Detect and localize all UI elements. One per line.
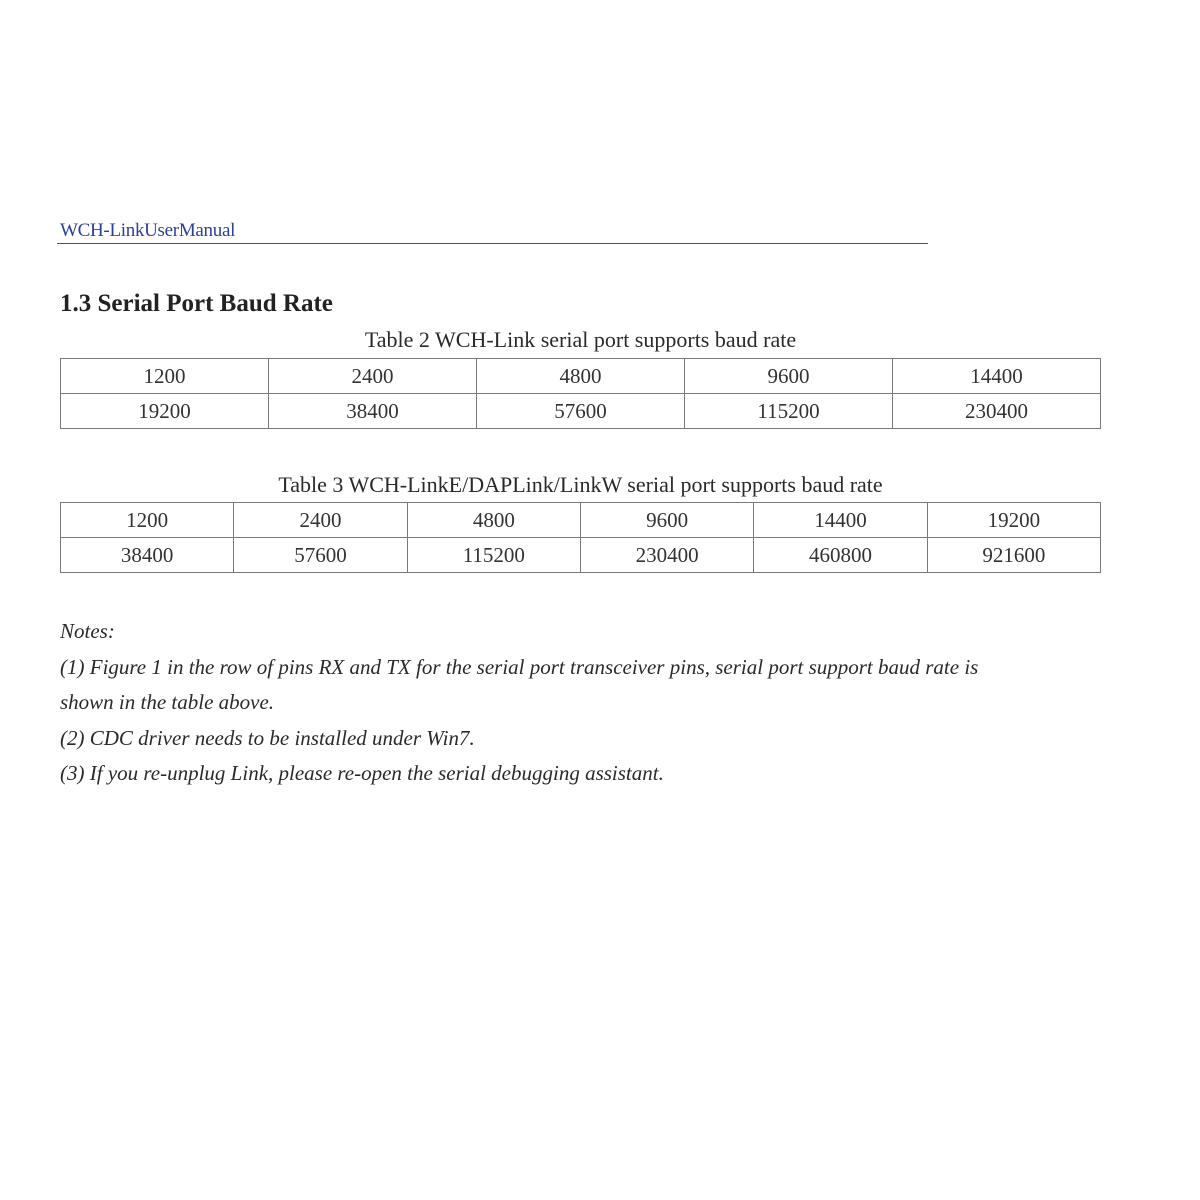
table-cell: 9600 [685, 359, 893, 394]
table-cell: 57600 [234, 538, 407, 573]
table-cell: 14400 [754, 503, 927, 538]
table-cell: 115200 [407, 538, 580, 573]
table-row [61, 359, 1101, 394]
table-cell: 1200 [61, 359, 269, 394]
table-row [61, 503, 1101, 538]
note-line: shown in the table above. [60, 690, 275, 714]
header-divider [57, 243, 928, 244]
table-cell: 2400 [234, 503, 407, 538]
baud-rate-table-2 [60, 358, 1101, 429]
notes-heading: Notes: [60, 619, 115, 643]
table-cell: 230400 [580, 538, 753, 573]
table-row [61, 538, 1101, 573]
table-row [61, 394, 1101, 429]
section-title: 1.3 Serial Port Baud Rate [60, 290, 333, 317]
baud-rate-table-3 [60, 502, 1101, 573]
note-line: (1) Figure 1 in the row of pins RX and TX for the serial port transceiver pins, serial port support baud rate is [60, 654, 979, 679]
table-cell: 57600 [477, 394, 685, 429]
table-cell: 19200 [61, 394, 269, 429]
table-cell: 4800 [477, 359, 685, 394]
table-cell: 460800 [754, 538, 927, 573]
table-cell: 115200 [685, 394, 893, 429]
table-2-caption: Table 2 WCH-Link serial port supports baud rate [364, 327, 797, 352]
table-cell: 9600 [580, 503, 753, 538]
document-header-title: WCH-LinkUserManual [60, 220, 236, 241]
table-cell: 38400 [61, 538, 234, 573]
table-cell: 1200 [61, 503, 234, 538]
table-cell: 2400 [269, 359, 477, 394]
table-3-caption: Table 3 WCH-LinkE/DAPLink/LinkW serial port supports baud rate [278, 472, 883, 497]
notes-section [60, 614, 1110, 792]
note-line: (2) CDC driver needs to be installed under Win7. [60, 725, 475, 750]
table-cell: 38400 [269, 394, 477, 429]
note-line: (3) If you re-unplug Link, please re-open the serial debugging assistant. [60, 761, 664, 785]
table-cell: 14400 [893, 359, 1101, 394]
table-cell: 4800 [407, 503, 580, 538]
table-cell: 19200 [927, 503, 1100, 538]
table-cell: 921600 [927, 538, 1100, 573]
table-cell: 230400 [893, 394, 1101, 429]
